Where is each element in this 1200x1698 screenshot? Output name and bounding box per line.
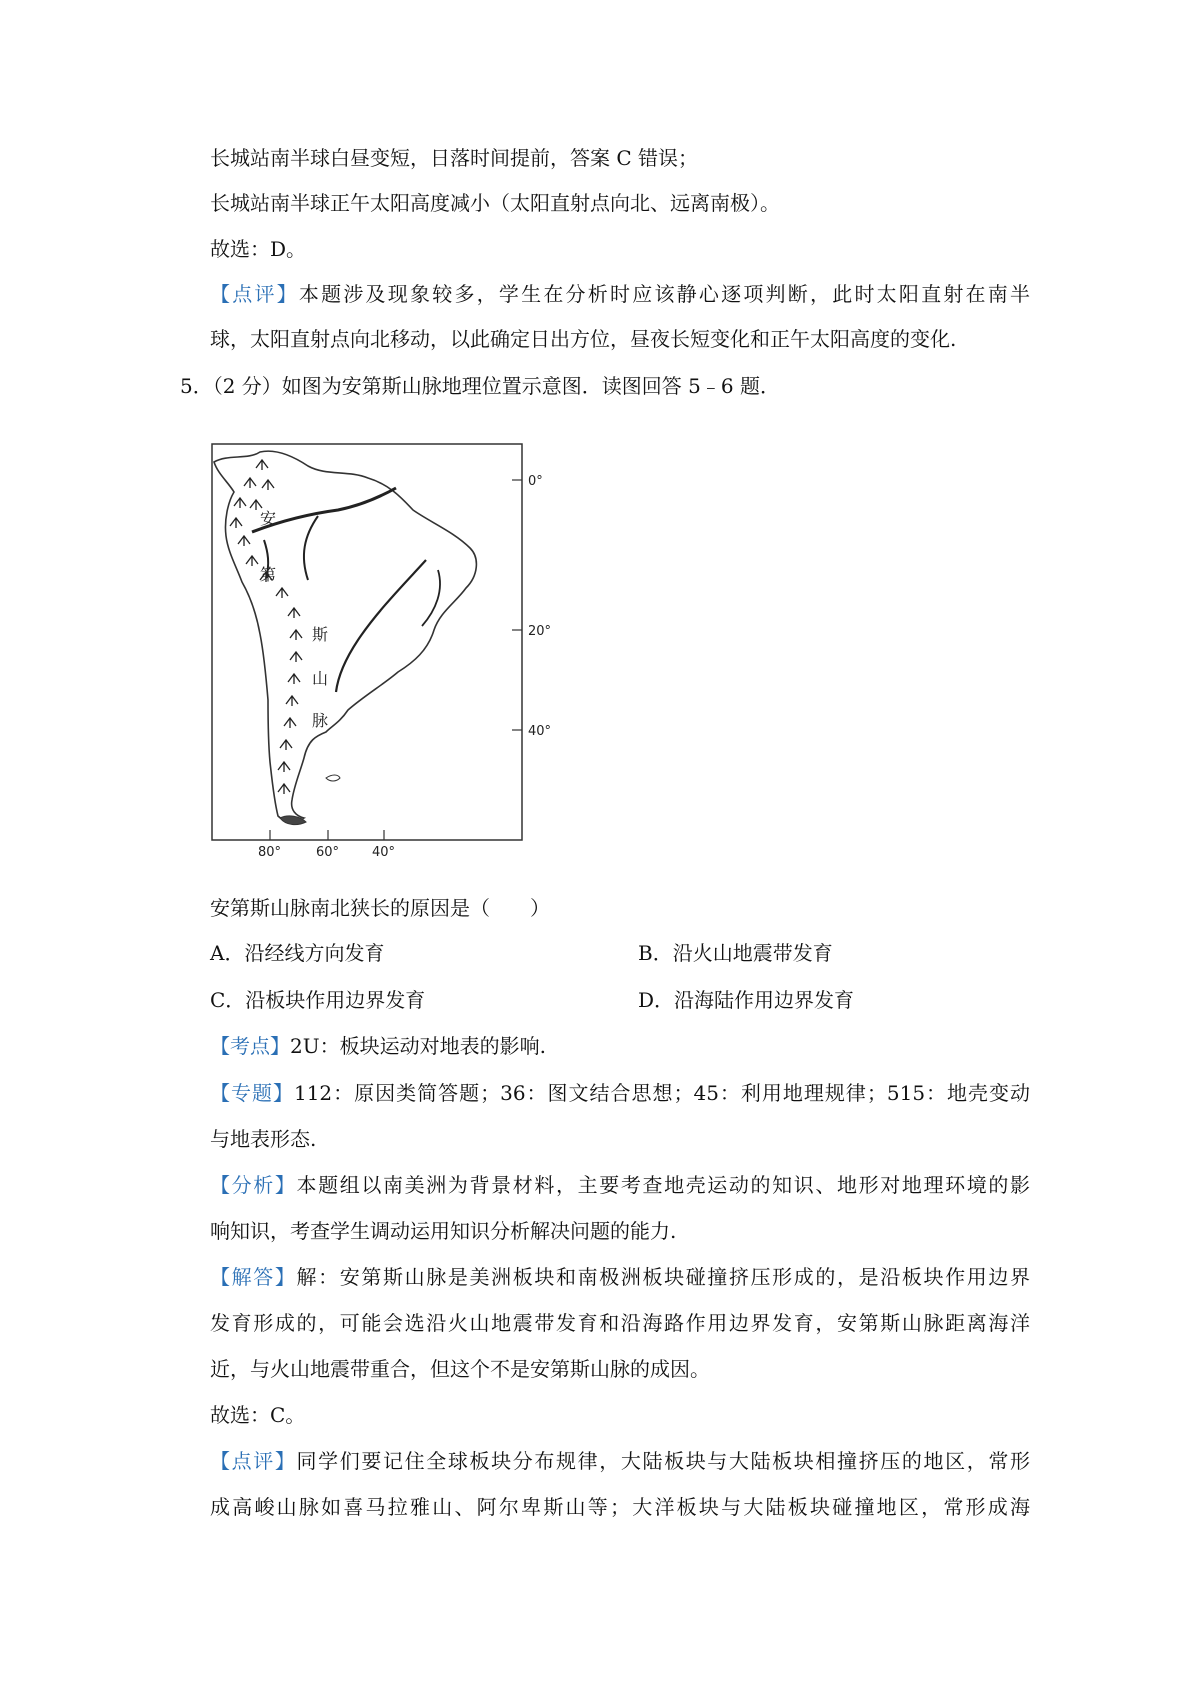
- kaodian-line: 【考点】2U：板块运动对地表的影响.: [210, 1034, 546, 1058]
- prev-line-2: 长城站南半球正午太阳高度减小（太阳直射点向北、远离南极）。: [210, 191, 780, 215]
- zhuanti-line-1: 【专题】112：原因类简答题；36：图文结合思想；45：利用地理规律；515：地壳变动: [210, 1081, 1031, 1105]
- andes-map-figure: [208, 440, 568, 860]
- prev-comment-line-1: 【点评】本题涉及现象较多，学生在分析时应该静心逐项判断，此时太阳直射在南半: [210, 282, 1031, 306]
- sub-question: 安第斯山脉南北狭长的原因是（ ）: [210, 896, 550, 920]
- option-b[interactable]: B．沿火山地震带发育: [638, 941, 833, 965]
- fenxi-line-2: 响知识，考查学生调动运用知识分析解决问题的能力.: [210, 1219, 677, 1243]
- fenxi-line-1: 【分析】本题组以南美洲为背景材料，主要考查地壳运动的知识、地形对地理环境的影: [210, 1173, 1031, 1197]
- final-answer: 故选：C。: [210, 1403, 306, 1427]
- range-char-5: 脉: [312, 711, 329, 730]
- fenxi-tag: 【分析】: [210, 1173, 297, 1197]
- dianping-line-2: 成高峻山脉如喜马拉雅山、阿尔卑斯山等；大洋板块与大陆板块碰撞地区，常形成海: [210, 1495, 1030, 1519]
- jieda-line-3: 近，与火山地震带重合，但这个不是安第斯山脉的成因。: [210, 1357, 710, 1381]
- dianping-tag: 【点评】: [210, 1449, 297, 1473]
- jieda-line-1: 【解答】解：安第斯山脉是美洲板块和南极洲板块碰撞挤压形成的，是沿板块作用边界: [210, 1265, 1031, 1289]
- sao-francisco-river: [422, 570, 440, 626]
- lat-label-40: 40°: [528, 724, 552, 739]
- dianping-line-1: 【点评】同学们要记住全球板块分布规律，大陆板块与大陆板块相撞挤压的地区，常形: [210, 1449, 1031, 1473]
- option-d[interactable]: D．沿海陆作用边界发育: [638, 988, 855, 1012]
- longitude-ticks: [270, 830, 384, 840]
- lon-label-40: 40°: [372, 845, 396, 860]
- range-char-1: 安: [260, 509, 277, 528]
- range-char-2: 第: [260, 565, 277, 584]
- zhuanti-tag: 【专题】: [210, 1081, 294, 1105]
- jieda-line-2: 发育形成的，可能会选沿火山地震带发育和沿海路作用边界发育，安第斯山脉距离海洋: [210, 1311, 1030, 1335]
- jieda-tag: 【解答】: [210, 1265, 297, 1289]
- prev-line-1: 长城站南半球白昼变短，日落时间提前，答案 C 错误；: [210, 146, 699, 170]
- question-stem: 5．（2 分）如图为安第斯山脉地理位置示意图．读图回答 5﹣6 题．: [180, 374, 780, 398]
- prev-answer: 故选：D。: [210, 237, 307, 261]
- latitude-ticks: [512, 480, 522, 730]
- parana-river: [336, 560, 426, 692]
- zhuanti-line-2: 与地表形态.: [210, 1127, 317, 1151]
- river-tributary-1: [304, 516, 318, 580]
- range-char-4: 山: [312, 669, 329, 688]
- range-char-3: 斯: [312, 625, 329, 644]
- option-c[interactable]: C．沿板块作用边界发育: [210, 988, 426, 1012]
- south-america-outline: [214, 451, 476, 822]
- falkland-islands: [326, 775, 340, 781]
- lat-label-0: 0°: [528, 474, 543, 489]
- lon-label-80: 80°: [258, 845, 282, 860]
- option-a[interactable]: A．沿经线方向发育: [210, 941, 385, 965]
- lat-label-20: 20°: [528, 624, 552, 639]
- lon-label-60: 60°: [316, 845, 340, 860]
- prev-comment-line-2: 球，太阳直射点向北移动，以此确定日出方位，昼夜长短变化和正午太阳高度的变化.: [210, 327, 957, 351]
- comment-tag: 【点评】: [210, 282, 299, 306]
- kaodian-tag: 【考点】: [210, 1034, 290, 1058]
